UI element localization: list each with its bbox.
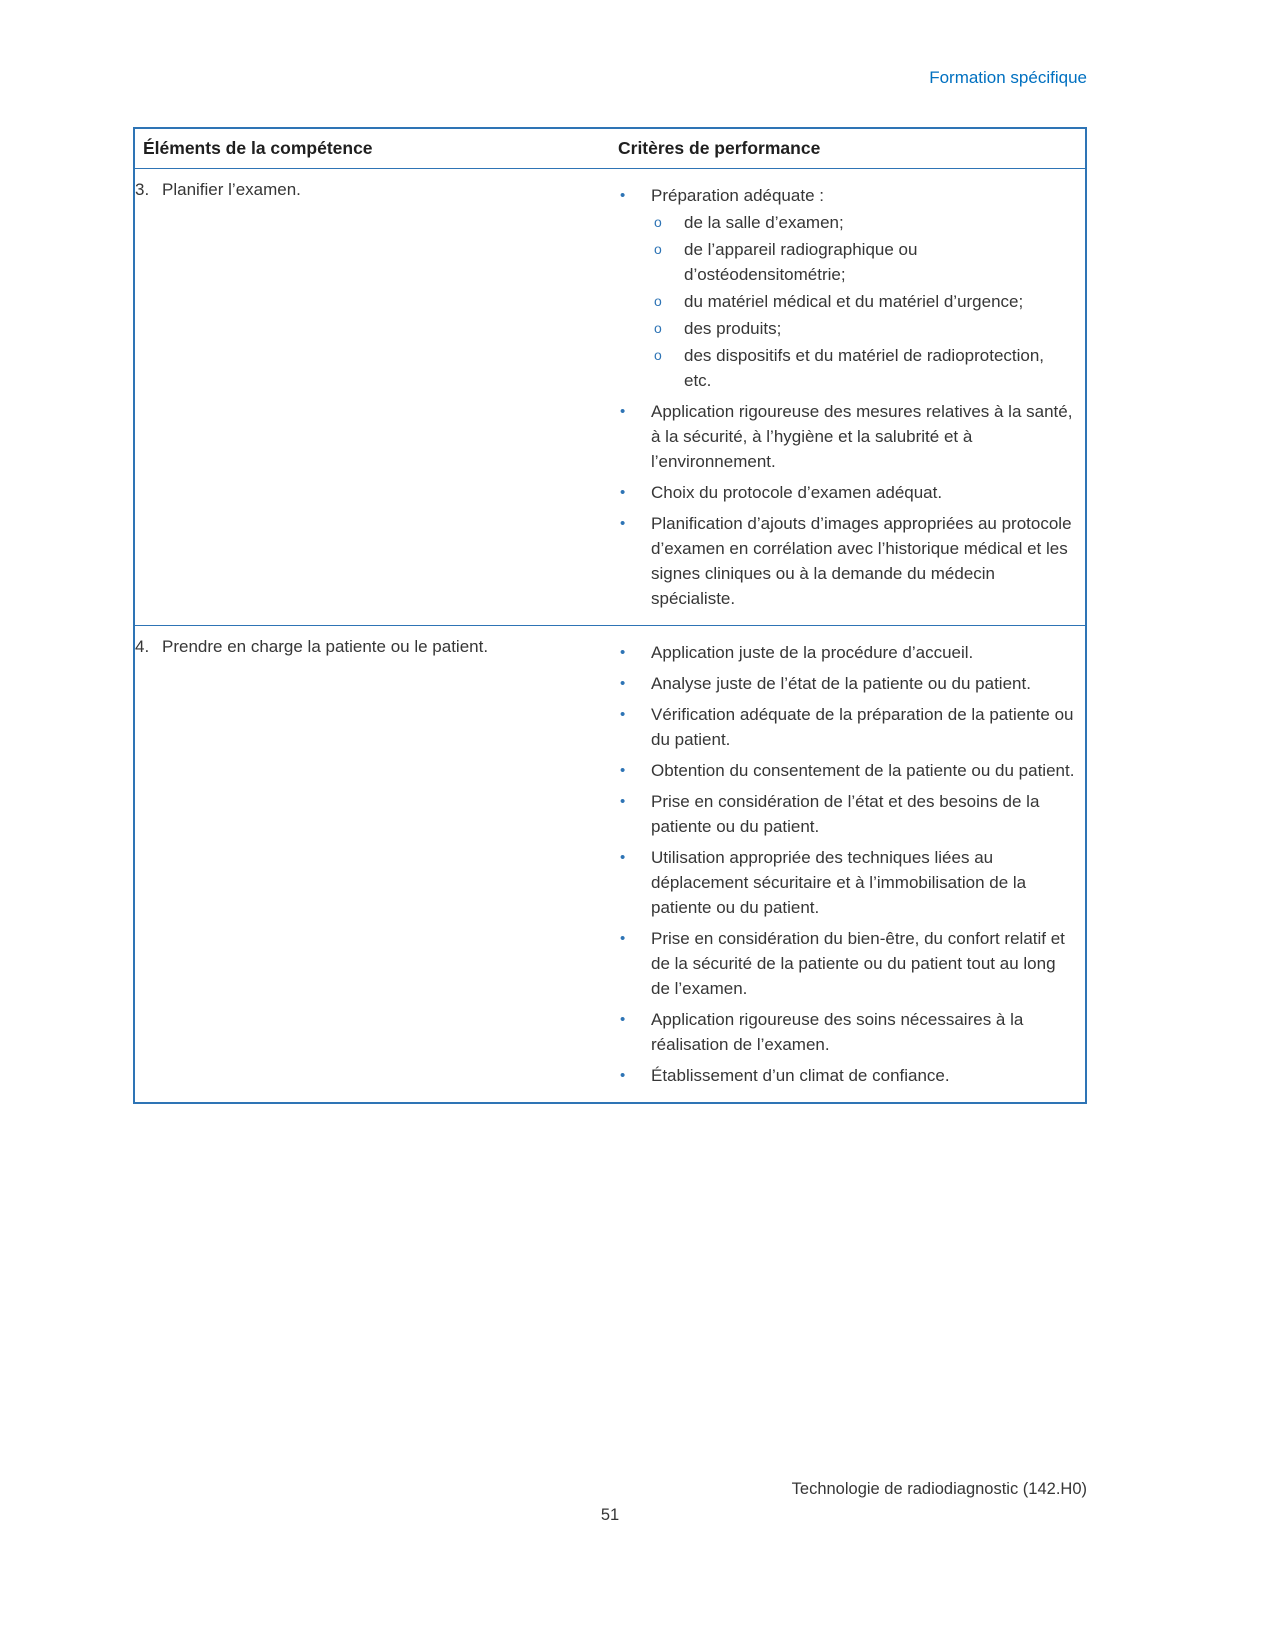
bullet-icon: • [620, 706, 626, 723]
criterion-item [610, 845, 1085, 920]
header-section-label: Formation spécifique [929, 68, 1087, 87]
criterion-text: Planification d’ajouts d’images appropriées au protocole d’examen en corrélation avec l’historique médical et les signes cliniques ou à la demande du médecin spécialiste. [651, 514, 1072, 608]
criterion-item [610, 480, 1085, 505]
criterion-subitem-text: des produits; [684, 319, 782, 338]
criterion-subitem-text: des dispositifs et du matériel de radioprotection, etc. [684, 346, 1045, 390]
criterion-text: Prise en considération de l’état et des besoins de la patiente ou du patient. [651, 792, 1040, 836]
bullet-icon: • [620, 484, 626, 501]
bullet-icon: • [620, 515, 626, 532]
bullet-icon: • [620, 793, 626, 810]
element-number: 3. [135, 180, 150, 199]
criterion-item [610, 1063, 1085, 1088]
criterion-item [610, 926, 1085, 1001]
criterion-text: Prise en considération du bien-être, du confort relatif et de la sécurité de la patiente ou du patient tout au long de l’examen. [651, 929, 1065, 998]
circle-bullet-icon: o [654, 320, 662, 336]
criterion-item [610, 183, 1085, 208]
bullet-icon: • [620, 1067, 626, 1084]
col-header-criteria: Critères de performance [610, 128, 1086, 169]
circle-bullet-icon: o [654, 241, 662, 257]
competence-table [133, 127, 1087, 1104]
element-cell [134, 169, 610, 626]
element-text: Planifier l’examen. [162, 180, 301, 199]
criteria-cell [610, 169, 1086, 626]
criterion-text: Application rigoureuse des soins nécessaires à la réalisation de l’examen. [651, 1010, 1024, 1054]
bullet-icon: • [620, 403, 626, 420]
criterion-subitem [610, 289, 1085, 314]
criterion-text: Préparation adéquate : [651, 186, 824, 205]
criterion-item [610, 671, 1085, 696]
criterion-text: Application rigoureuse des mesures relatives à la santé, à la sécurité, à l’hygiène et la salubrité et à l’environnement. [651, 402, 1073, 471]
criterion-subitem [610, 237, 1085, 287]
bullet-icon: • [620, 644, 626, 661]
criterion-item [610, 1007, 1085, 1057]
bullet-icon: • [620, 762, 626, 779]
criterion-subitem [610, 316, 1085, 341]
circle-bullet-icon: o [654, 214, 662, 230]
criterion-text: Analyse juste de l’état de la patiente ou du patient. [651, 674, 1031, 693]
table-row [134, 626, 1086, 1104]
criterion-item [610, 511, 1085, 611]
criterion-text: Obtention du consentement de la patiente ou du patient. [651, 761, 1075, 780]
bullet-icon: • [620, 187, 626, 204]
criterion-subitem-text: de la salle d’examen; [684, 213, 844, 232]
criterion-text: Utilisation appropriée des techniques liées au déplacement sécuritaire et à l’immobilisation de la patiente ou du patient. [651, 848, 1027, 917]
criterion-text: Vérification adéquate de la préparation de la patiente ou du patient. [651, 705, 1074, 749]
bullet-icon: • [620, 930, 626, 947]
criterion-subitem [610, 343, 1085, 393]
circle-bullet-icon: o [654, 347, 662, 363]
table-body [134, 169, 1086, 1104]
criterion-item [610, 640, 1085, 665]
criterion-item [610, 702, 1085, 752]
criterion-text: Établissement d’un climat de confiance. [651, 1066, 950, 1085]
col-header-elements: Éléments de la compétence [134, 128, 610, 169]
criterion-text: Application juste de la procédure d’accueil. [651, 643, 974, 662]
page-number: 51 [600, 1506, 620, 1524]
element-cell [134, 626, 610, 1104]
footer-doc-title: Technologie de radiodiagnostic (142.H0) [791, 1480, 1087, 1498]
criterion-item [610, 758, 1085, 783]
table-row [134, 169, 1086, 626]
criterion-item [610, 399, 1085, 474]
bullet-icon: • [620, 849, 626, 866]
circle-bullet-icon: o [654, 293, 662, 309]
criteria-cell [610, 626, 1086, 1104]
bullet-icon: • [620, 1011, 626, 1028]
criterion-subitem-text: du matériel médical et du matériel d’urgence; [684, 292, 1024, 311]
table-header-row [134, 128, 1086, 169]
bullet-icon: • [620, 675, 626, 692]
criterion-subitem [610, 210, 1085, 235]
criterion-subitem-text: de l’appareil radiographique ou d’ostéodensitométrie; [684, 240, 918, 284]
element-number: 4. [135, 637, 150, 656]
criterion-item [610, 789, 1085, 839]
criterion-text: Choix du protocole d’examen adéquat. [651, 483, 943, 502]
element-text: Prendre en charge la patiente ou le patient. [162, 637, 489, 656]
